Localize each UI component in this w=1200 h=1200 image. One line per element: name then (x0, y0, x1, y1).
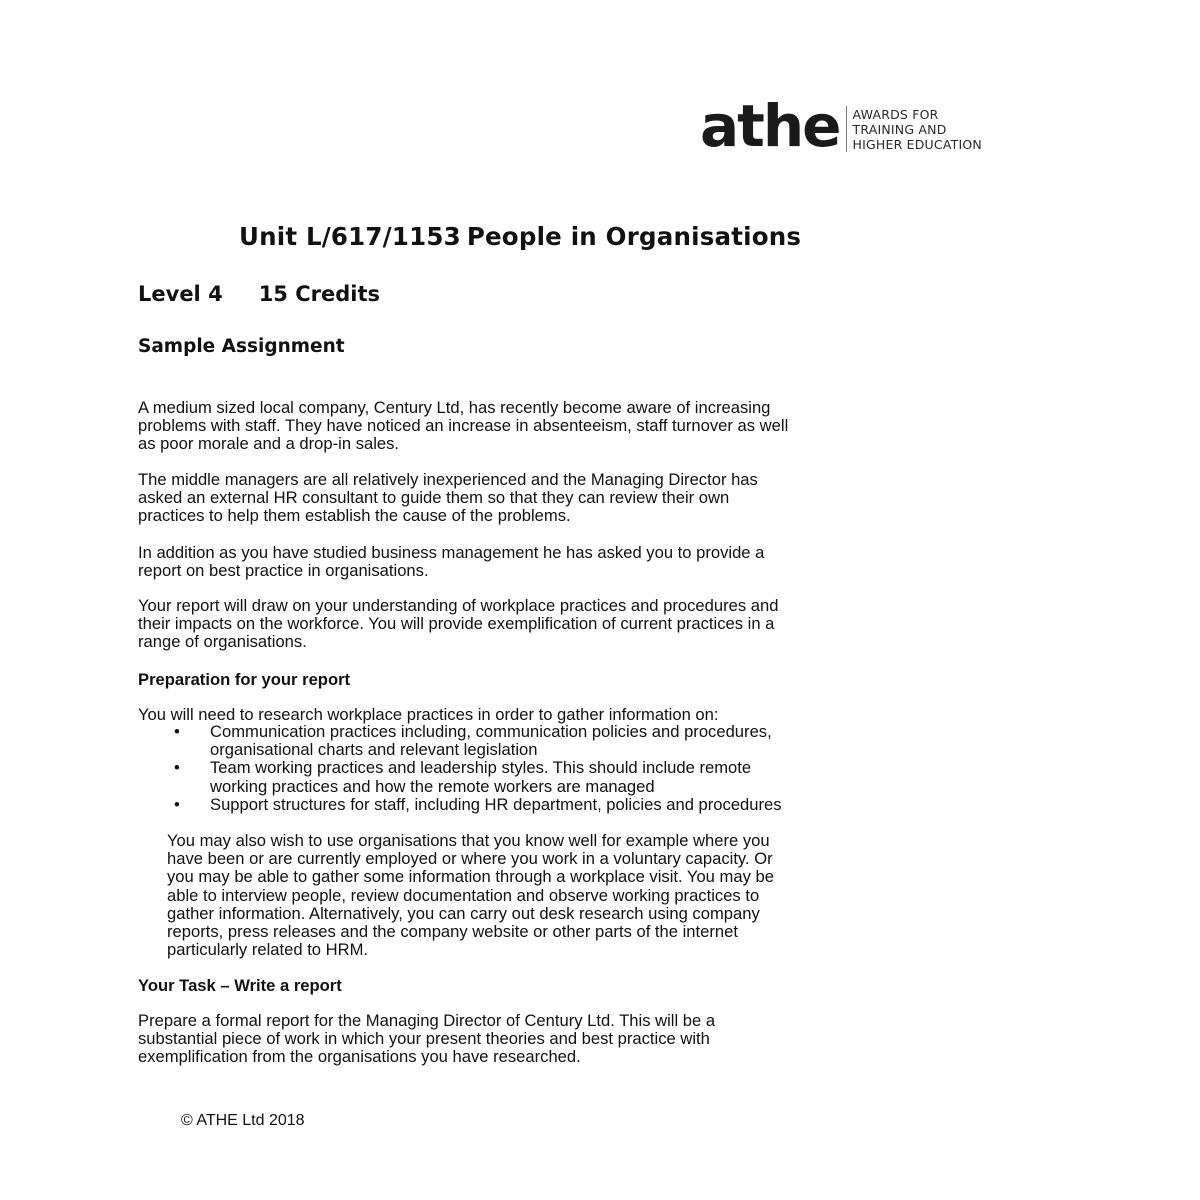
text-line: Your report will draw on your understanding of workplace practices and procedures and (138, 596, 779, 615)
level-credits (138, 282, 380, 306)
paragraph-request (138, 544, 1018, 580)
paragraph-research-options (167, 832, 1047, 959)
text-line: exemplification from the organisations you have researched. (138, 1047, 581, 1067)
text-line: Communication practices including, communication policies and procedures, (210, 722, 772, 741)
tagline-line: HIGHER EDUCATION (852, 136, 982, 152)
logo-tagline (853, 107, 982, 152)
paragraph-context (138, 399, 1018, 454)
text-line: In addition as you have studied business management he has asked you to provide a (138, 543, 765, 562)
text-line: you may be able to gather some information through a workplace visit. You may be (167, 867, 774, 887)
logo-divider (846, 106, 847, 152)
text-line: You will need to research workplace practices in order to gather information on: (138, 705, 719, 724)
logo-mark: athe (700, 92, 840, 160)
text-line: Prepare a formal report for the Managing Director of Century Ltd. This will be a (138, 1011, 716, 1030)
paragraph-report-scope (138, 597, 1018, 652)
text-line: range of organisations. (138, 632, 307, 652)
text-line: gather information. Alternatively, you can carry out desk research using company (167, 903, 760, 923)
bullet-icon: • (174, 722, 180, 741)
text-line: organisational charts and relevant legislation (210, 740, 538, 760)
paragraph-task (138, 1012, 1018, 1067)
tagline-line: TRAINING AND (852, 121, 947, 137)
list-item (138, 796, 782, 814)
text-line: problems with staff. They have noticed an increase in absenteeism, staff turnover as well (138, 416, 789, 436)
unit-code: Unit L/617/1153 (239, 222, 461, 251)
bullet-icon: • (174, 794, 180, 814)
level-label: Level 4 (138, 282, 223, 306)
task-heading: Your Task – Write a report (138, 976, 342, 995)
copyright-footer: © ATHE Ltd 2018 (181, 1112, 305, 1129)
text-line: practices to help them establish the cause of the problems. (138, 506, 571, 526)
credits-label: 15 Credits (258, 282, 381, 306)
athe-logo (700, 88, 982, 170)
text-line: as poor morale and a drop-in sales. (138, 434, 400, 454)
paragraph-managers (138, 471, 1018, 526)
text-line: You may also wish to use organisations that you know well for example where you (167, 831, 770, 850)
text-line: particularly related to HRM. (167, 940, 369, 960)
preparation-bullet-list (138, 723, 782, 814)
text-line: have been or are currently employed or where you work in a voluntary capacity. Or (167, 849, 773, 869)
bullet-icon: • (174, 758, 180, 778)
text-line: able to interview people, review documentation and observe working practices to (167, 885, 760, 905)
text-line: The middle managers are all relatively inexperienced and the Managing Director has (138, 470, 758, 489)
text-line: asked an external HR consultant to guide them so that they can review their own (138, 488, 730, 508)
list-item (138, 759, 782, 795)
page-title (239, 222, 801, 251)
text-line: Team working practices and leadership styles. This should include remote (210, 758, 752, 778)
text-line: substantial piece of work in which your present theories and best practice with (138, 1029, 710, 1049)
text-line: A medium sized local company, Century Ltd, has recently become aware of increasing (138, 398, 771, 417)
text-line: report on best practice in organisations. (138, 561, 429, 581)
tagline-line: AWARDS FOR (852, 106, 939, 122)
list-item (138, 723, 782, 759)
text-line: reports, press releases and the company website or other parts of the internet (167, 922, 738, 942)
sample-assignment-heading: Sample Assignment (138, 336, 345, 357)
text-line: their impacts on the workforce. You will provide exemplification of current practices in a (138, 614, 775, 634)
unit-title: People in Organisations (466, 222, 802, 251)
text-line: working practices and how the remote workers are managed (210, 776, 655, 796)
preparation-heading: Preparation for your report (138, 670, 351, 689)
text-line: Support structures for staff, including HR department, policies and procedures (210, 794, 782, 814)
